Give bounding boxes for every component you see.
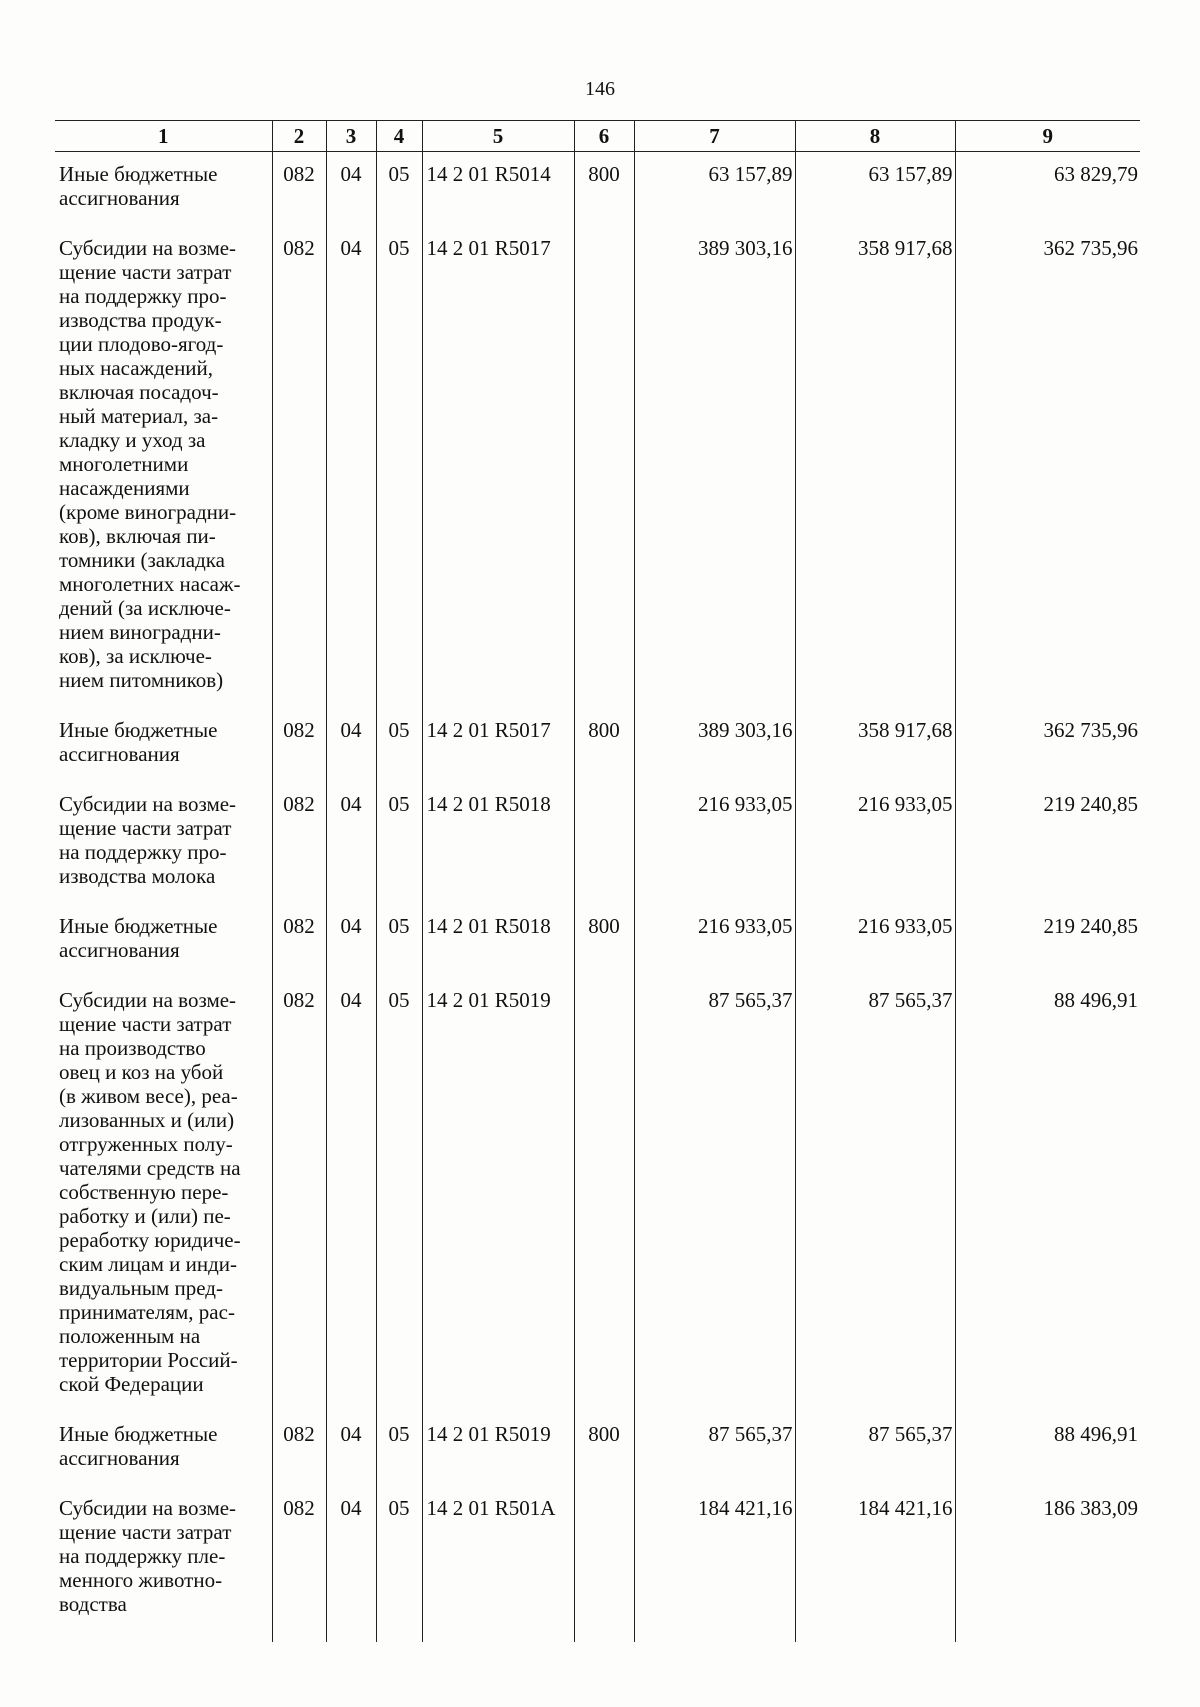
amount-col9-cell: 88 496,91 bbox=[955, 1412, 1140, 1486]
amount-col9-cell: 186 383,09 bbox=[955, 1486, 1140, 1642]
section-code-cell: 04 bbox=[326, 1486, 376, 1642]
subsection-code-cell: 05 bbox=[376, 782, 422, 904]
description-line: менного животно- bbox=[59, 1568, 223, 1592]
description-line: насаждениями bbox=[59, 476, 190, 500]
description-line: Иные бюджетные bbox=[59, 914, 218, 938]
subsection-code-cell: 05 bbox=[376, 978, 422, 1412]
ministry-code-cell: 082 bbox=[272, 1486, 326, 1642]
section-code-cell: 04 bbox=[326, 226, 376, 708]
ministry-code-cell: 082 bbox=[272, 1412, 326, 1486]
expense-type-cell: 800 bbox=[574, 152, 634, 227]
description-line: на производство bbox=[59, 1036, 206, 1060]
target-article-cell: 14 2 01 R5019 bbox=[422, 978, 574, 1412]
ministry-code-cell: 082 bbox=[272, 904, 326, 978]
amount-col8-cell: 358 917,68 bbox=[795, 708, 955, 782]
table-row bbox=[55, 152, 1140, 227]
description-line: кладку и уход за bbox=[59, 428, 206, 452]
column-header-7: 7 bbox=[634, 121, 795, 152]
section-code-cell: 04 bbox=[326, 904, 376, 978]
description-line: дений (за исключе- bbox=[59, 596, 231, 620]
description-line: (в живом весе), реа- bbox=[59, 1084, 238, 1108]
description-line: щение части затрат bbox=[59, 816, 232, 840]
description-line: Иные бюджетные bbox=[59, 1422, 218, 1446]
expense-type-cell bbox=[574, 978, 634, 1412]
target-article-cell: 14 2 01 R5014 bbox=[422, 152, 574, 227]
expense-type-cell: 800 bbox=[574, 904, 634, 978]
column-header-3: 3 bbox=[326, 121, 376, 152]
expense-type-cell bbox=[574, 1486, 634, 1642]
amount-col9-cell: 219 240,85 bbox=[955, 904, 1140, 978]
description-line: на поддержку про- bbox=[59, 840, 227, 864]
description-line: Субсидии на возме- bbox=[59, 1496, 237, 1520]
subsection-code-cell: 05 bbox=[376, 152, 422, 227]
subsection-code-cell: 05 bbox=[376, 904, 422, 978]
target-article-cell: 14 2 01 R5017 bbox=[422, 708, 574, 782]
description-line: многолетних насаж- bbox=[59, 572, 241, 596]
description-line: чателями средств на bbox=[59, 1156, 241, 1180]
row-description bbox=[55, 1486, 272, 1642]
description-line: щение части затрат bbox=[59, 1520, 232, 1544]
column-header-9: 9 bbox=[955, 121, 1140, 152]
description-line: щение части затрат bbox=[59, 260, 232, 284]
description-line: водства bbox=[59, 1592, 127, 1616]
amount-col7-cell: 63 157,89 bbox=[634, 152, 795, 227]
description-line: ков), включая пи- bbox=[59, 524, 216, 548]
ministry-code-cell: 082 bbox=[272, 708, 326, 782]
subsection-code-cell: 05 bbox=[376, 708, 422, 782]
amount-col7-cell: 184 421,16 bbox=[634, 1486, 795, 1642]
description-line: лизованных и (или) bbox=[59, 1108, 235, 1132]
description-line: Иные бюджетные bbox=[59, 162, 218, 186]
column-header-8: 8 bbox=[795, 121, 955, 152]
amount-col7-cell: 87 565,37 bbox=[634, 1412, 795, 1486]
description-line: щение части затрат bbox=[59, 1012, 232, 1036]
description-line: ков), за исключе- bbox=[59, 644, 212, 668]
description-line: на поддержку пле- bbox=[59, 1544, 226, 1568]
ministry-code-cell: 082 bbox=[272, 226, 326, 708]
description-line: изводства продук- bbox=[59, 308, 222, 332]
budget-table bbox=[55, 120, 1140, 1642]
ministry-code-cell: 082 bbox=[272, 782, 326, 904]
description-line: нием виноградни- bbox=[59, 620, 221, 644]
description-line: ных насаждений, bbox=[59, 356, 214, 380]
amount-col8-cell: 63 157,89 bbox=[795, 152, 955, 227]
expense-type-cell: 800 bbox=[574, 708, 634, 782]
table-row bbox=[55, 782, 1140, 904]
amount-col8-cell: 184 421,16 bbox=[795, 1486, 955, 1642]
table-row bbox=[55, 904, 1140, 978]
description-line: нием питомников) bbox=[59, 668, 224, 692]
description-line: томники (закладка bbox=[59, 548, 225, 572]
row-description bbox=[55, 226, 272, 708]
row-description bbox=[55, 152, 272, 227]
description-line: ассигнования bbox=[59, 1446, 180, 1470]
amount-col9-cell: 63 829,79 bbox=[955, 152, 1140, 227]
description-line: положенным на bbox=[59, 1324, 201, 1348]
column-header-5: 5 bbox=[422, 121, 574, 152]
description-line: принимателям, рас- bbox=[59, 1300, 235, 1324]
subsection-code-cell: 05 bbox=[376, 226, 422, 708]
row-description bbox=[55, 978, 272, 1412]
description-line: ской Федерации bbox=[59, 1372, 204, 1396]
description-line: реработку юридиче- bbox=[59, 1228, 241, 1252]
amount-col7-cell: 87 565,37 bbox=[634, 978, 795, 1412]
description-line: включая посадоч- bbox=[59, 380, 219, 404]
ministry-code-cell: 082 bbox=[272, 152, 326, 227]
column-header-2: 2 bbox=[272, 121, 326, 152]
table-row bbox=[55, 1412, 1140, 1486]
amount-col7-cell: 389 303,16 bbox=[634, 708, 795, 782]
amount-col8-cell: 216 933,05 bbox=[795, 782, 955, 904]
target-article-cell: 14 2 01 R5019 bbox=[422, 1412, 574, 1486]
section-code-cell: 04 bbox=[326, 708, 376, 782]
description-line: ции плодово-ягод- bbox=[59, 332, 224, 356]
description-line: ассигнования bbox=[59, 186, 180, 210]
description-line: ским лицам и инди- bbox=[59, 1252, 237, 1276]
amount-col7-cell: 216 933,05 bbox=[634, 782, 795, 904]
table-row bbox=[55, 978, 1140, 1412]
table-row bbox=[55, 226, 1140, 708]
description-line: Субсидии на возме- bbox=[59, 792, 237, 816]
subsection-code-cell: 05 bbox=[376, 1486, 422, 1642]
subsection-code-cell: 05 bbox=[376, 1412, 422, 1486]
expense-type-cell bbox=[574, 226, 634, 708]
description-line: Субсидии на возме- bbox=[59, 236, 237, 260]
description-line: ассигнования bbox=[59, 938, 180, 962]
description-line: овец и коз на убой bbox=[59, 1060, 224, 1084]
amount-col8-cell: 87 565,37 bbox=[795, 978, 955, 1412]
section-code-cell: 04 bbox=[326, 782, 376, 904]
description-line: видуальным пред- bbox=[59, 1276, 223, 1300]
header-row bbox=[55, 121, 1140, 152]
ministry-code-cell: 082 bbox=[272, 978, 326, 1412]
amount-col8-cell: 358 917,68 bbox=[795, 226, 955, 708]
description-line: отгруженных полу- bbox=[59, 1132, 233, 1156]
row-description bbox=[55, 1412, 272, 1486]
description-line: собственную пере- bbox=[59, 1180, 229, 1204]
amount-col9-cell: 362 735,96 bbox=[955, 226, 1140, 708]
target-article-cell: 14 2 01 R501A bbox=[422, 1486, 574, 1642]
description-line: (кроме виноградни- bbox=[59, 500, 237, 524]
amount-col8-cell: 87 565,37 bbox=[795, 1412, 955, 1486]
table-row bbox=[55, 708, 1140, 782]
target-article-cell: 14 2 01 R5018 bbox=[422, 904, 574, 978]
description-line: Иные бюджетные bbox=[59, 718, 218, 742]
table-row bbox=[55, 1486, 1140, 1642]
section-code-cell: 04 bbox=[326, 152, 376, 227]
table-body bbox=[55, 152, 1140, 1643]
amount-col7-cell: 389 303,16 bbox=[634, 226, 795, 708]
column-header-1: 1 bbox=[55, 121, 272, 152]
description-line: территории Россий- bbox=[59, 1348, 238, 1372]
description-line: изводства молока bbox=[59, 864, 216, 888]
section-code-cell: 04 bbox=[326, 978, 376, 1412]
description-line: многолетними bbox=[59, 452, 189, 476]
description-line: работку и (или) пе- bbox=[59, 1204, 231, 1228]
description-line: на поддержку про- bbox=[59, 284, 227, 308]
row-description bbox=[55, 782, 272, 904]
section-code-cell: 04 bbox=[326, 1412, 376, 1486]
row-description bbox=[55, 708, 272, 782]
row-description bbox=[55, 904, 272, 978]
target-article-cell: 14 2 01 R5018 bbox=[422, 782, 574, 904]
amount-col9-cell: 219 240,85 bbox=[955, 782, 1140, 904]
expense-type-cell: 800 bbox=[574, 1412, 634, 1486]
amount-col9-cell: 362 735,96 bbox=[955, 708, 1140, 782]
column-header-4: 4 bbox=[376, 121, 422, 152]
amount-col7-cell: 216 933,05 bbox=[634, 904, 795, 978]
target-article-cell: 14 2 01 R5017 bbox=[422, 226, 574, 708]
description-line: ассигнования bbox=[59, 742, 180, 766]
column-header-6: 6 bbox=[574, 121, 634, 152]
description-line: ный материал, за- bbox=[59, 404, 219, 428]
amount-col8-cell: 216 933,05 bbox=[795, 904, 955, 978]
amount-col9-cell: 88 496,91 bbox=[955, 978, 1140, 1412]
expense-type-cell bbox=[574, 782, 634, 904]
description-line: Субсидии на возме- bbox=[59, 988, 237, 1012]
page-number: 146 bbox=[585, 78, 615, 100]
